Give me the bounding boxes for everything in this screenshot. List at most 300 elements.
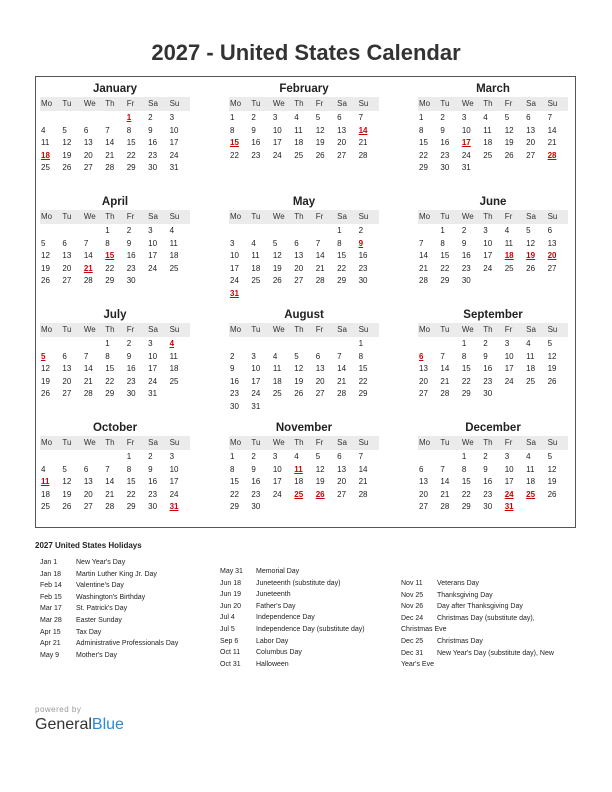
day-cell: 6 (83, 125, 89, 135)
day-grid (418, 338, 568, 401)
day-cell: 1 (358, 339, 364, 348)
weekday-label: Tu (62, 438, 72, 447)
day-cell: 9 (230, 364, 235, 374)
day-grid (40, 338, 190, 401)
weekday-label: Mo (419, 325, 431, 334)
day-cell: 21 (337, 376, 347, 386)
day-cell: 16 (483, 364, 493, 374)
day-cell: 23 (358, 263, 368, 273)
day-cell: 25 (272, 389, 282, 399)
day-cell: 1 (126, 452, 132, 461)
weekday-label: Sa (526, 99, 536, 108)
day-cell: 23 (126, 376, 136, 386)
day-cell: 5 (62, 464, 67, 474)
empty-cell (40, 225, 61, 238)
month-september (418, 308, 568, 401)
day-grid (418, 451, 568, 514)
empty-cell (315, 225, 336, 238)
day-cell: 21 (547, 138, 557, 148)
day-cell: 22 (105, 263, 115, 273)
day-cell: 2 (251, 452, 256, 461)
day-cell: 12 (62, 477, 72, 487)
weekday-label: We (272, 438, 285, 447)
day-cell: 24 (504, 376, 514, 386)
holiday-day: 18 (41, 150, 50, 160)
day-cell: 2 (126, 339, 132, 348)
day-cell: 13 (83, 477, 93, 487)
day-cell: 20 (294, 263, 304, 273)
day-cell: 3 (504, 452, 510, 461)
empty-cell (229, 225, 250, 238)
day-cell: 18 (272, 376, 282, 386)
day-cell: 16 (126, 364, 136, 374)
day-cell: 14 (105, 138, 115, 148)
day-cell: 20 (337, 138, 347, 148)
weekday-label: Mo (230, 325, 242, 334)
day-cell: 10 (148, 238, 158, 248)
empty-cell (250, 225, 271, 238)
holiday-day: 24 (504, 489, 514, 499)
day-cell: 16 (461, 251, 471, 261)
month-name: September (463, 309, 523, 321)
day-cell: 11 (504, 238, 514, 248)
day-cell: 30 (126, 389, 136, 399)
day-cell: 14 (83, 251, 93, 261)
holiday-date: Sep 6 (220, 637, 239, 645)
day-cell: 7 (337, 351, 342, 361)
day-cell: 17 (272, 477, 282, 487)
empty-cell (83, 225, 104, 238)
day-cell: 16 (251, 138, 261, 148)
day-cell: 19 (41, 376, 50, 386)
weekday-label: Su (358, 212, 369, 221)
holiday-date: Mar 28 (40, 616, 62, 624)
holiday-day: 15 (230, 138, 239, 148)
weekday-label: Sa (337, 438, 347, 447)
day-grid (229, 338, 379, 414)
day-cell: 16 (148, 477, 158, 487)
weekday-label: Mo (230, 212, 242, 221)
empty-cell (336, 338, 357, 351)
holiday-name: Administrative Professionals Day (76, 640, 179, 648)
holiday-date: Oct 31 (220, 660, 241, 668)
empty-cell (272, 338, 293, 351)
day-cell: 5 (315, 452, 321, 461)
month-april (40, 195, 190, 288)
powered-by-text: powered by (35, 705, 82, 714)
day-cell: 4 (41, 464, 46, 474)
day-cell: 12 (315, 125, 325, 135)
day-cell: 26 (41, 276, 50, 286)
day-cell: 11 (526, 464, 535, 474)
month-name: April (101, 196, 129, 208)
day-cell: 21 (358, 138, 368, 148)
holiday-date: Oct 11 (220, 649, 241, 657)
holiday-day: 31 (230, 288, 239, 298)
day-cell: 6 (62, 238, 67, 248)
month-name: November (275, 422, 333, 434)
holiday-name: Labor Day (256, 637, 289, 645)
day-cell: 1 (461, 452, 467, 461)
day-cell: 19 (41, 263, 50, 273)
day-cell: 14 (83, 364, 93, 374)
weekday-label: Tu (440, 438, 450, 447)
day-cell: 20 (83, 489, 93, 499)
holiday-date: Nov 26 (401, 603, 424, 611)
day-cell: 7 (105, 464, 110, 474)
empty-cell (315, 338, 336, 351)
day-cell: 31 (169, 163, 179, 173)
day-cell: 22 (461, 376, 471, 386)
weekday-label: Th (105, 212, 115, 221)
holiday-name: Martin Luther King Jr. Day (76, 570, 157, 578)
empty-cell (61, 338, 82, 351)
day-cell: 29 (461, 389, 471, 399)
day-cell: 13 (419, 477, 428, 487)
day-cell: 16 (230, 376, 239, 386)
day-cell: 17 (169, 138, 179, 148)
day-cell: 20 (83, 150, 93, 160)
day-cell: 14 (315, 251, 325, 261)
month-june (418, 195, 568, 288)
day-cell: 17 (272, 138, 282, 148)
holiday-date: Apr 21 (40, 640, 61, 648)
holiday-item (220, 636, 395, 648)
holiday-date: Dec 31 (401, 649, 424, 657)
day-cell: 20 (337, 477, 347, 487)
weekday-label: We (83, 212, 96, 221)
holiday-name: Tax Day (76, 628, 102, 636)
day-cell: 30 (148, 502, 158, 512)
day-cell: 18 (483, 138, 493, 148)
day-cell: 24 (169, 489, 179, 499)
holiday-name: Mother's Day (76, 651, 118, 659)
month-december (418, 421, 568, 514)
month-name: May (292, 196, 316, 208)
day-cell: 2 (126, 226, 132, 235)
day-cell: 9 (148, 125, 153, 135)
holidays-title: 2027 United States Holidays (35, 541, 142, 550)
day-cell: 23 (461, 263, 471, 273)
weekday-label: Tu (62, 212, 72, 221)
holiday-day: 11 (41, 477, 50, 487)
holiday-date: Jan 1 (40, 559, 58, 566)
day-cell: 24 (272, 150, 282, 160)
day-cell: 10 (461, 125, 471, 135)
day-cell: 14 (105, 477, 115, 487)
month-name: August (284, 309, 324, 321)
day-cell: 20 (62, 376, 72, 386)
weekday-label: Sa (148, 212, 158, 221)
day-cell: 12 (526, 238, 536, 248)
weekday-label: Fr (315, 438, 324, 447)
day-cell: 24 (169, 150, 179, 160)
holiday-day: 31 (169, 502, 179, 512)
weekday-label: Tu (440, 325, 450, 334)
weekday-label: Mo (419, 212, 431, 221)
day-cell: 13 (547, 238, 557, 248)
day-cell: 13 (62, 364, 72, 374)
day-cell: 12 (547, 351, 557, 361)
holiday-day: 25 (526, 489, 536, 499)
weekday-label: Tu (251, 99, 261, 108)
day-cell: 13 (62, 251, 72, 261)
weekday-label: Su (547, 325, 558, 334)
weekday-label: Th (294, 212, 304, 221)
day-cell: 30 (358, 276, 368, 286)
weekday-label: We (272, 325, 285, 334)
holiday-day: 5 (41, 351, 46, 361)
day-grid (229, 451, 379, 514)
day-cell: 6 (547, 226, 553, 235)
day-cell: 3 (148, 226, 153, 235)
day-cell: 27 (547, 263, 557, 273)
day-cell: 29 (230, 502, 239, 512)
day-cell: 1 (461, 339, 467, 348)
day-cell: 26 (272, 276, 282, 286)
holiday-item (220, 659, 395, 671)
day-cell: 18 (169, 364, 179, 374)
weekday-label: We (461, 212, 474, 221)
day-cell: 4 (526, 339, 531, 348)
day-cell: 19 (504, 138, 514, 148)
day-cell: 3 (169, 452, 175, 461)
day-cell: 23 (148, 489, 158, 499)
empty-cell (418, 451, 439, 464)
day-cell: 24 (272, 489, 282, 499)
day-cell: 18 (294, 477, 304, 487)
brand-logo[interactable] (35, 716, 124, 734)
day-cell: 8 (461, 464, 467, 474)
holiday-day: 9 (358, 238, 364, 248)
holiday-item (401, 578, 576, 590)
month-name: July (103, 309, 127, 321)
day-cell: 20 (419, 489, 428, 499)
day-cell: 21 (315, 263, 325, 273)
holiday-item (40, 615, 215, 627)
holiday-name: New Year's Day (substitute day), New (437, 649, 554, 657)
day-cell: 3 (148, 339, 153, 348)
holiday-day: 6 (419, 351, 424, 361)
day-cell: 31 (251, 401, 261, 411)
month-july (40, 308, 190, 401)
empty-cell (250, 338, 271, 351)
day-cell: 21 (83, 376, 93, 386)
holiday-item (401, 590, 576, 602)
month-name: October (92, 422, 138, 434)
day-cell: 2 (358, 226, 364, 235)
day-cell: 26 (62, 163, 72, 173)
weekday-label: Su (547, 212, 558, 221)
day-cell: 2 (148, 452, 153, 461)
day-cell: 27 (526, 150, 536, 160)
day-cell: 24 (148, 263, 158, 273)
holiday-day: 18 (504, 251, 514, 261)
day-cell: 13 (337, 464, 347, 474)
weekday-label: Su (358, 99, 369, 108)
day-cell: 20 (419, 376, 428, 386)
day-cell: 27 (337, 489, 347, 499)
day-cell: 17 (230, 263, 239, 273)
day-cell: 4 (169, 226, 175, 235)
day-cell: 13 (526, 125, 536, 135)
weekday-label: We (461, 99, 474, 108)
weekday-label: Sa (526, 325, 536, 334)
day-cell: 15 (105, 364, 115, 374)
holiday-date: Jun 20 (220, 602, 242, 610)
day-cell: 28 (105, 502, 115, 512)
day-cell: 4 (41, 125, 46, 135)
day-cell: 17 (169, 477, 179, 487)
day-cell: 29 (419, 163, 428, 173)
day-cell: 10 (504, 351, 514, 361)
day-cell: 12 (504, 125, 514, 135)
day-cell: 18 (169, 251, 179, 261)
day-cell: 25 (526, 376, 536, 386)
day-cell: 22 (230, 150, 239, 160)
day-cell: 31 (148, 389, 158, 399)
day-cell: 23 (148, 150, 158, 160)
day-cell: 9 (251, 125, 256, 135)
holiday-item (40, 627, 215, 639)
day-cell: 28 (440, 502, 450, 512)
holiday-date: Jun 18 (220, 579, 242, 587)
empty-cell (83, 451, 104, 464)
day-cell: 5 (504, 113, 510, 122)
day-cell: 25 (41, 163, 50, 173)
day-cell: 17 (148, 251, 158, 261)
day-cell: 14 (440, 477, 450, 487)
day-cell: 29 (105, 276, 115, 286)
weekday-label: We (83, 325, 96, 334)
day-cell: 15 (230, 477, 239, 487)
calendar-grid (35, 76, 576, 528)
weekday-label: We (83, 438, 96, 447)
weekday-label: Fr (315, 325, 324, 334)
holiday-date: Mar 17 (40, 605, 62, 613)
day-cell: 13 (337, 125, 347, 135)
holiday-name: Juneteenth (substitute day) (256, 579, 341, 587)
empty-cell (83, 112, 104, 125)
day-cell: 15 (440, 251, 450, 261)
weekday-label: Fr (504, 212, 513, 221)
day-cell: 29 (126, 502, 136, 512)
empty-cell (418, 338, 439, 351)
day-cell: 2 (483, 452, 488, 461)
weekday-header (40, 97, 190, 111)
day-cell: 23 (483, 489, 493, 499)
day-cell: 8 (440, 238, 445, 248)
day-cell: 13 (315, 364, 325, 374)
holiday-item (40, 580, 215, 592)
weekday-header (40, 436, 190, 450)
day-cell: 7 (105, 125, 110, 135)
weekday-label: Sa (337, 99, 347, 108)
day-cell: 3 (483, 226, 488, 235)
day-cell: 18 (251, 263, 261, 273)
day-cell: 7 (358, 452, 364, 461)
day-cell: 8 (230, 125, 235, 135)
holiday-item (220, 647, 395, 659)
day-cell: 22 (126, 150, 136, 160)
day-cell: 23 (483, 376, 493, 386)
weekday-label: Sa (148, 99, 158, 108)
holiday-date: Jun 19 (220, 591, 242, 599)
day-cell: 30 (483, 389, 493, 399)
day-cell: 11 (251, 251, 260, 261)
holiday-day: 31 (504, 502, 514, 512)
day-cell: 14 (419, 251, 428, 261)
day-cell: 12 (41, 364, 50, 374)
day-cell: 27 (294, 276, 304, 286)
day-grid (418, 225, 568, 288)
day-cell: 22 (358, 376, 368, 386)
holiday-name: Washington's Birthday (76, 593, 146, 601)
day-cell: 9 (126, 351, 132, 361)
weekday-label: Su (358, 438, 369, 447)
weekday-label: Fr (126, 99, 135, 108)
weekday-label: Th (105, 438, 115, 447)
day-cell: 1 (337, 226, 342, 235)
day-cell: 30 (148, 163, 158, 173)
day-cell: 8 (230, 464, 235, 474)
holiday-item (401, 636, 576, 648)
holiday-item (220, 624, 395, 636)
brand-blue: Blue (91, 716, 124, 733)
day-cell: 3 (504, 339, 510, 348)
holiday-day: 15 (105, 251, 115, 261)
weekday-label: Su (169, 325, 180, 334)
weekday-label: Su (547, 438, 558, 447)
day-cell: 21 (440, 489, 450, 499)
weekday-label: Sa (526, 438, 536, 447)
holiday-name-continued: Christmas Eve (401, 626, 447, 634)
day-cell: 5 (294, 351, 299, 361)
day-cell: 5 (272, 238, 278, 248)
day-cell: 6 (526, 113, 531, 122)
day-cell: 2 (440, 113, 445, 122)
day-cell: 10 (272, 464, 282, 474)
day-cell: 15 (126, 138, 136, 148)
day-cell: 5 (547, 452, 553, 461)
day-cell: 4 (526, 452, 531, 461)
weekday-label: Th (483, 325, 493, 334)
day-cell: 15 (461, 477, 471, 487)
day-cell: 27 (315, 389, 325, 399)
day-grid (40, 112, 190, 175)
empty-cell (40, 338, 61, 351)
day-cell: 10 (230, 251, 239, 261)
day-cell: 27 (419, 389, 428, 399)
day-cell: 18 (294, 138, 304, 148)
holiday-date: Apr 15 (40, 628, 61, 636)
holiday-item (40, 592, 215, 604)
day-cell: 6 (294, 238, 299, 248)
day-cell: 19 (62, 150, 72, 160)
day-cell: 16 (358, 251, 368, 261)
day-cell: 9 (461, 238, 467, 248)
day-cell: 30 (440, 163, 450, 173)
day-cell: 18 (526, 477, 536, 487)
empty-cell (83, 338, 104, 351)
day-cell: 7 (547, 113, 553, 122)
day-cell: 11 (483, 125, 492, 135)
day-cell: 28 (315, 276, 325, 286)
weekday-label: Tu (251, 212, 261, 221)
holiday-name: Halloween (256, 660, 289, 668)
month-august (229, 308, 379, 414)
holiday-item (220, 612, 395, 624)
